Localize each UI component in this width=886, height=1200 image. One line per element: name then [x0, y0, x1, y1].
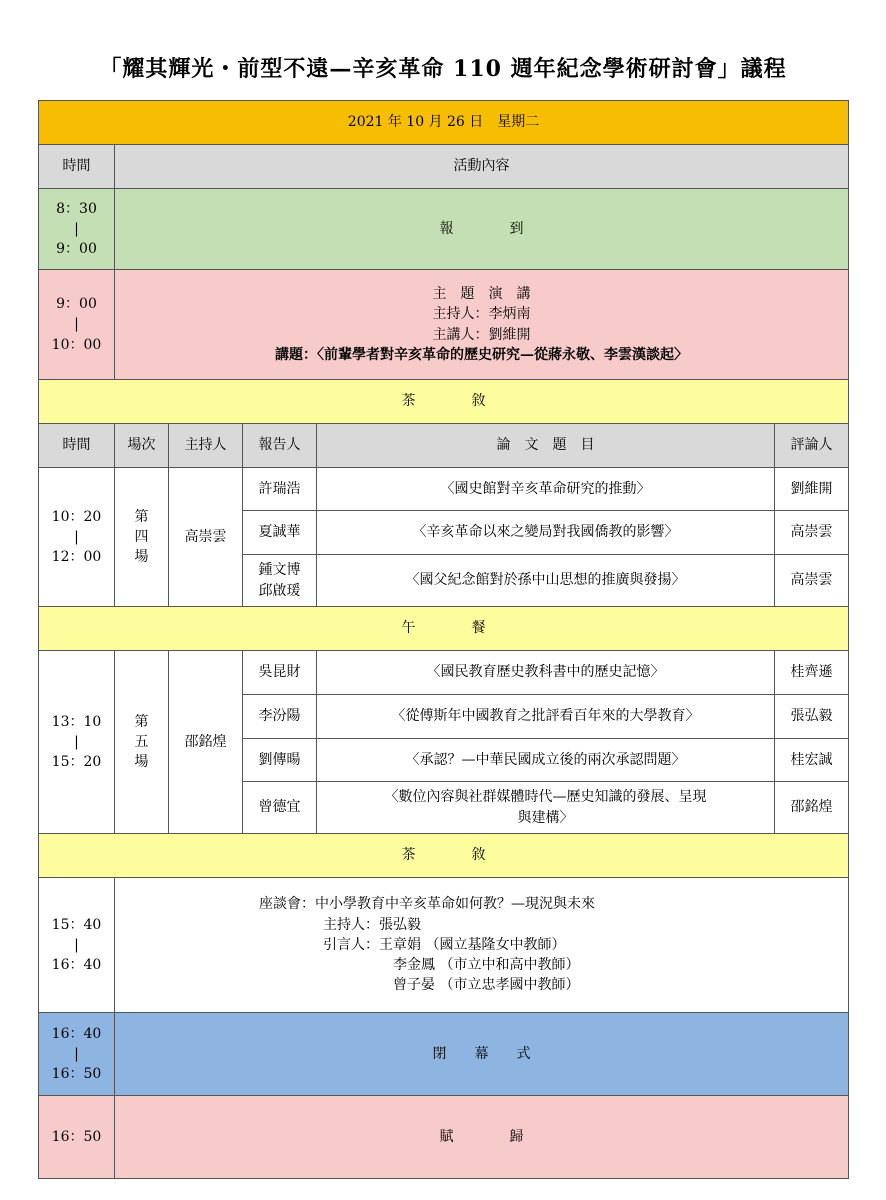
lunch-row: 午 餐: [39, 607, 849, 651]
session5-discussant-2: 張弘毅: [775, 695, 849, 739]
closing-time: 16：40 | 16：50: [39, 1013, 115, 1096]
keynote-block: [115, 270, 849, 380]
session4-presenter-1: 許瑞浩: [243, 468, 317, 511]
registration-label: 報 到: [115, 189, 849, 270]
session5-paper-3: 〈承認？—中華民國成立後的兩次承認問題〉: [317, 739, 775, 782]
keynote-heading: 主 題 演 講: [432, 285, 531, 302]
session5-label: 第 五 場: [115, 651, 169, 834]
session4-discussant-1: 劉維開: [775, 468, 849, 511]
session5-presenter-1: 吳昆財: [243, 651, 317, 695]
session5-discussant-1: 桂齊遜: [775, 651, 849, 695]
session4-presenter-3: 鍾文博 邱啟瑗: [243, 555, 317, 607]
keynote-time: 9：00 | 10：00: [39, 270, 115, 380]
session5-discussant-3: 桂宏誠: [775, 739, 849, 782]
session5-paper-1: 〈國民教育歷史教科書中的歷史記憶〉: [317, 651, 775, 695]
agenda-table: [38, 100, 849, 1179]
session4-time: 10：20 | 12：00: [39, 468, 115, 607]
session5-paper-4: 〈數位內容與社群媒體時代—歷史知識的發展、呈現 與建構〉: [317, 782, 775, 834]
registration-time: 8：30 | 9：00: [39, 189, 115, 270]
keynote-speaker: 主講人：劉維開: [432, 326, 531, 343]
date-row: 2021 年 10 月 26 日 星期二: [39, 101, 849, 145]
page-title: 「耀其輝光・前型不遠—辛亥革命 110 週年紀念學術研討會」議程: [99, 56, 787, 82]
forum-introducer-2: 李金鳳 （市立中和高中教師）: [393, 957, 580, 974]
session4-label: 第 四 場: [115, 468, 169, 607]
session4-presenter-2: 夏誠華: [243, 511, 317, 555]
keynote-host: 主持人：李炳南: [432, 306, 531, 323]
session4-paper-1: 〈國史館對辛亥革命研究的推動〉: [317, 468, 775, 511]
session5-time: 13：10 | 15：20: [39, 651, 115, 834]
session4-discussant-3: 高崇雲: [775, 555, 849, 607]
tea-break-1: 茶 敘: [39, 380, 849, 424]
header2-discussant: 評論人: [775, 424, 849, 468]
session5-discussant-4: 邵銘煌: [775, 782, 849, 834]
keynote-topic: 講題：〈前輩學者對辛亥革命的歷史研究—從蔣永敬、李雲漢談起〉: [275, 346, 689, 363]
session5-presenter-4: 曾德宜: [243, 782, 317, 834]
header2-paper: 論 文 題 目: [317, 424, 775, 468]
closing-label: 閉 幕 式: [115, 1013, 849, 1096]
header2-chair: 主持人: [169, 424, 243, 468]
header2-time: 時間: [39, 424, 115, 468]
return-time: 16：50: [39, 1096, 115, 1179]
session5-chair: 邵銘煌: [169, 651, 243, 834]
forum-host: 主持人：張弘毅: [323, 916, 421, 933]
session4-chair: 高崇雲: [169, 468, 243, 607]
session4-paper-2: 〈辛亥革命以來之變局對我國僑教的影響〉: [317, 511, 775, 555]
header2-session: 場次: [115, 424, 169, 468]
session4-discussant-2: 高崇雲: [775, 511, 849, 555]
forum-time: 15：40 | 16：40: [39, 878, 115, 1013]
header-time: 時間: [39, 145, 115, 189]
session5-presenter-2: 李汾陽: [243, 695, 317, 739]
forum-introducer-1: 引言人：王章娟 （國立基隆女中教師）: [323, 936, 566, 953]
return-label: 賦 歸: [115, 1096, 849, 1179]
session5-paper-2: 〈從傅斯年中國教育之批評看百年來的大學教育〉: [317, 695, 775, 739]
forum-block: [115, 878, 849, 1013]
session5-presenter-3: 劉傳暘: [243, 739, 317, 782]
header2-presenter: 報告人: [243, 424, 317, 468]
forum-title: 座談會：中小學教育中辛亥革命如何教？—現況與未來: [259, 896, 595, 913]
header-content: 活動內容: [115, 145, 849, 189]
tea-break-2: 茶 敘: [39, 834, 849, 878]
forum-introducer-3: 曾子晏 （市立忠孝國中教師）: [393, 977, 580, 994]
session4-paper-3: 〈國父紀念館對於孫中山思想的推廣與發揚〉: [317, 555, 775, 607]
